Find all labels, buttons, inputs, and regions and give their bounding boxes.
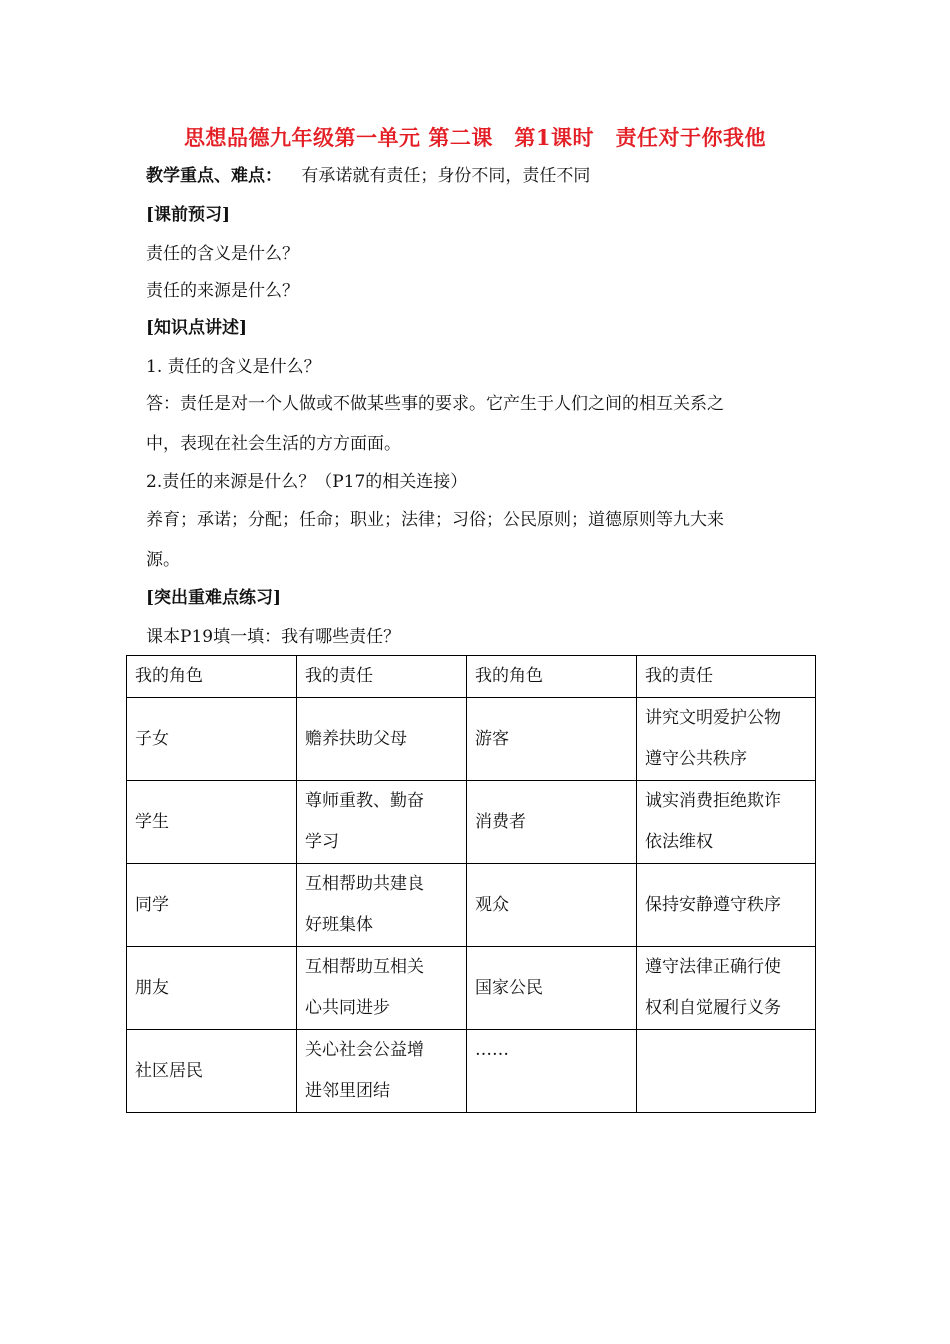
role-cell: 朋友 (127, 947, 297, 1030)
role-cell: 消费者 (467, 781, 637, 864)
table-row (127, 1030, 816, 1113)
table-header-cell: 我的角色 (467, 656, 637, 698)
duty-cell-line: 尊师重教、勤奋 (305, 791, 424, 811)
duty-cell-line: 进邻里团结 (305, 1081, 390, 1101)
duty-cell (637, 947, 816, 1030)
duty-cell-line: 学习 (305, 832, 339, 852)
role-cell: 社区居民 (127, 1030, 297, 1113)
duty-cell-line: 保持安静遵守秩序 (645, 894, 781, 915)
duty-cell-line: 关心社会公益增 (305, 1040, 424, 1060)
focus-label: 教学重点、难点： (146, 166, 282, 186)
role-cell: …… (467, 1030, 637, 1113)
practice-heading: [突出重难点练习] (146, 588, 282, 608)
duty-cell (297, 864, 467, 947)
responsibility-table (126, 655, 816, 1113)
table-header-cell: 我的责任 (637, 656, 816, 698)
page-title: 思想品德九年级第一单元 第二课 第1课时 责任对于你我他 (184, 125, 766, 150)
role-cell: 观众 (467, 864, 637, 947)
duty-cell-line: 依法维权 (645, 832, 713, 852)
focus-line (146, 161, 590, 186)
focus-text: 有承诺就有责任；身份不同，责任不同 (301, 166, 591, 186)
knowledge-heading: [知识点讲述] (146, 318, 248, 338)
duty-cell-line: 好班集体 (305, 915, 373, 935)
knowledge-question-2: 2.责任的来源是什么？（P17的相关连接） (146, 472, 468, 492)
table-row (127, 698, 816, 781)
preview-question-2: 责任的来源是什么？ (146, 281, 299, 301)
duty-cell (297, 781, 467, 864)
duty-cell (297, 947, 467, 1030)
table-row (127, 947, 816, 1030)
duty-cell-line: 遵守公共秩序 (645, 749, 747, 769)
duty-cell (637, 698, 816, 781)
table-row (127, 864, 816, 947)
duty-cell (297, 1030, 467, 1113)
duty-cell-line: 权利自觉履行义务 (645, 998, 781, 1018)
knowledge-question-1: 1. 责任的含义是什么？ (146, 357, 321, 377)
duty-cell-line: 互相帮助共建良 (305, 874, 424, 894)
preview-heading: [课前预习] (146, 205, 231, 225)
knowledge-answer-1-line1: 答：责任是对一个人做或不做某些事的要求。它产生于人们之间的相互关系之 (146, 394, 724, 414)
table-header-cell: 我的责任 (297, 656, 467, 698)
table-header-row (127, 656, 816, 698)
role-cell: 同学 (127, 864, 297, 947)
duty-cell (637, 1030, 816, 1113)
table-row (127, 781, 816, 864)
duty-cell-line: 赡养扶助父母 (305, 728, 407, 749)
practice-intro: 课本P19填一填：我有哪些责任？ (146, 627, 401, 647)
role-cell: 国家公民 (467, 947, 637, 1030)
duty-cell-line: 互相帮助互相关 (305, 957, 424, 977)
duty-cell-line: 遵守法律正确行使 (645, 957, 781, 977)
knowledge-answer-2-line2: 源。 (146, 550, 180, 570)
role-cell: 游客 (467, 698, 637, 781)
knowledge-answer-2-line1: 养育；承诺；分配；任命；职业；法律；习俗；公民原则；道德原则等九大来 (146, 510, 724, 530)
duty-cell (297, 698, 467, 781)
role-cell: 学生 (127, 781, 297, 864)
role-cell: 子女 (127, 698, 297, 781)
table-header-cell: 我的角色 (127, 656, 297, 698)
duty-cell-line: 心共同进步 (305, 998, 390, 1018)
preview-question-1: 责任的含义是什么？ (146, 244, 299, 264)
knowledge-answer-1-line2: 中，表现在社会生活的方方面面。 (146, 434, 401, 454)
duty-cell (637, 781, 816, 864)
duty-cell-line: 讲究文明爱护公物 (645, 708, 781, 728)
duty-cell-line: 诚实消费拒绝欺诈 (645, 791, 781, 811)
duty-cell (637, 864, 816, 947)
